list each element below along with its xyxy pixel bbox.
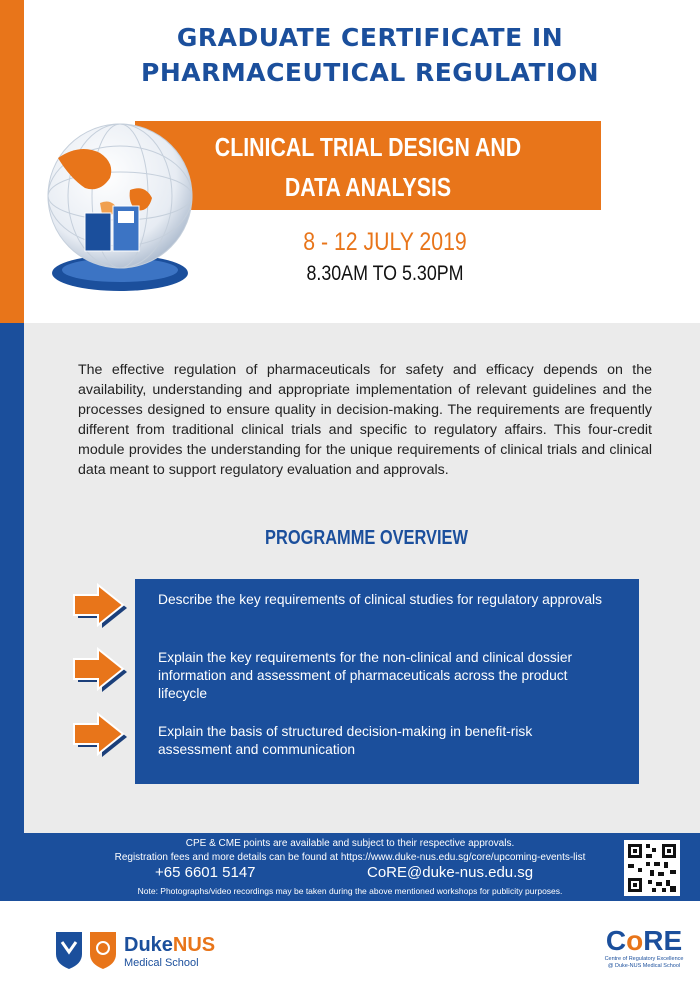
duke-name-part: Duke (124, 934, 173, 956)
nus-name-part: NUS (172, 934, 216, 956)
title-line-1: GRADUATE CERTIFICATE IN (176, 23, 564, 52)
overview-item-3: Explain the basis of structured decision-making in benefit-risk assessment and communication (158, 724, 533, 757)
core-re: RE (643, 925, 683, 956)
footer-email[interactable]: CoRE@duke-nus.edu.sg (367, 864, 534, 881)
core-c: C (605, 925, 627, 956)
duke-shield-icon (54, 930, 84, 970)
core-subtitle-1: Centre of Regulatory Excellence (604, 956, 684, 962)
course-title (177, 127, 559, 207)
footer-cpe-note: CPE & CME points are available and subject to their respective approvals. (185, 838, 515, 849)
core-logo (604, 926, 684, 978)
overview-item-2: Explain the key requirements for the non-clinical and clinical dossier information and assessment of pharmaceuticals across the product lifecycle (158, 650, 573, 701)
arrow-icon (70, 647, 130, 693)
arrow-icon (70, 583, 130, 629)
blue-side-bar (0, 323, 24, 833)
course-time: 8.30AM TO 5.30PM (306, 262, 464, 285)
duke-nus-logo (54, 930, 229, 972)
duke-nus-subtitle: Medical School (124, 957, 199, 969)
arrow-icon (70, 712, 130, 758)
footer-phone[interactable]: +65 6601 5147 (155, 864, 256, 881)
overview-item-1: Describe the key requirements of clinical studies for regulatory approvals (158, 592, 603, 607)
footer (0, 833, 700, 901)
core-o: o (626, 925, 644, 956)
page-title (60, 20, 680, 90)
footer-photo-note: Note: Photographs/video recordings may be taken during the above mentioned workshops for publicity purposes. (137, 886, 563, 896)
duke-nus-name (124, 934, 215, 957)
orange-side-bar (0, 0, 24, 323)
intro-paragraph: The effective regulation of pharmaceuticals for safety and efficacy depends on the availability, understanding and appropriate implementation of relevant guidelines and the processes designed to ensure quality in decision-making. The requirements are frequently different from traditional clinical trials and specific to regulatory affairs. This four-credit module provides the understanding for the unique requirements of clinical trials and clinical data meant to support regulatory evaluation and approvals. (78, 362, 652, 478)
course-date: 8 - 12 JULY 2019 (303, 228, 467, 256)
core-wordmark (604, 926, 684, 956)
overview-heading: PROGRAMME OVERVIEW (265, 527, 468, 549)
nus-shield-icon (88, 930, 118, 970)
core-subtitle-2: @ Duke-NUS Medical School (607, 963, 681, 969)
qr-code-icon[interactable] (624, 840, 680, 896)
footer-registration-link[interactable]: Registration fees and more details can be found at https://www.duke-nus.edu.sg/core/upcoming-events-list (114, 852, 586, 863)
course-title-line-1: CLINICAL TRIAL DESIGN AND (214, 132, 522, 162)
course-title-line-2: DATA ANALYSIS (284, 172, 452, 202)
title-line-2: PHARMACEUTICAL REGULATION (141, 58, 599, 87)
